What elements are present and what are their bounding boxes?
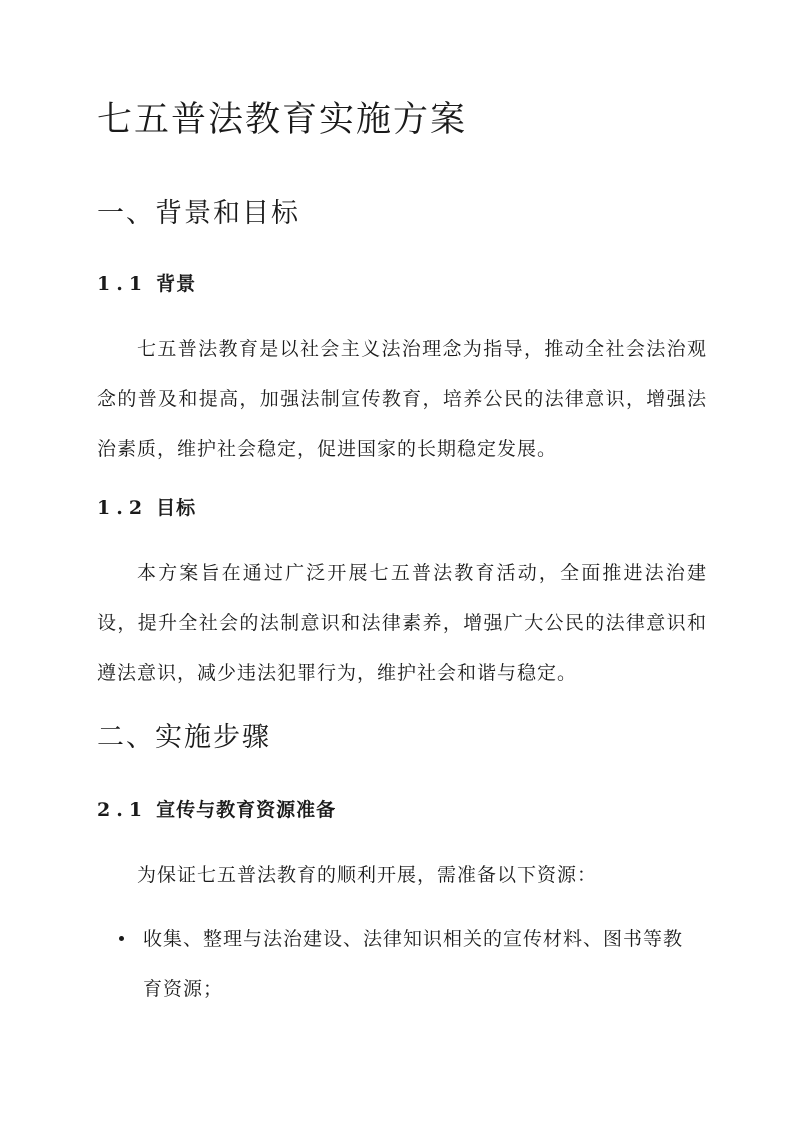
section-heading-background-goals: 一、背景和目标 [97,198,300,229]
subsection-heading-goals [97,494,196,522]
paragraph-resources-intro: 为保证七五普法教育的顺利开展，需准备以下资源： [137,864,598,886]
list-item-text: 收集、整理与法治建设、法律知识相关的宣传材料、图书等教育资源； [143,928,684,1000]
bullet-dot-icon [119,936,124,941]
subsection-title: 背景 [156,273,197,295]
subsection-heading-resources [97,796,336,824]
section-heading-implementation-steps: 二、实施步骤 [97,722,271,753]
subsection-heading-background [97,270,196,298]
paragraph-goals: 本方案旨在通过广泛开展七五普法教育活动，全面推进法治建设，提升全社会的法制意识和法律素养，增强广大公民的法律意识和遵法意识，减少违法犯罪行为，维护社会和谐与稳定。 [97,562,707,684]
list-item [97,914,697,1014]
document-title: 七五普法教育实施方案 [97,100,468,140]
subsection-title: 目标 [156,497,197,519]
resource-bullet-list [97,914,697,1014]
subsection-number: 1.1 [97,273,149,295]
subsection-title: 宣传与教育资源准备 [156,799,337,821]
subsection-number: 1.2 [97,497,149,519]
subsection-number: 2.1 [97,799,149,821]
paragraph-background: 七五普法教育是以社会主义法治理念为指导，推动全社会法治观念的普及和提高，加强法制宣传教育，培养公民的法律意识，增强法治素质，维护社会稳定，促进国家的长期稳定发展。 [97,338,707,460]
